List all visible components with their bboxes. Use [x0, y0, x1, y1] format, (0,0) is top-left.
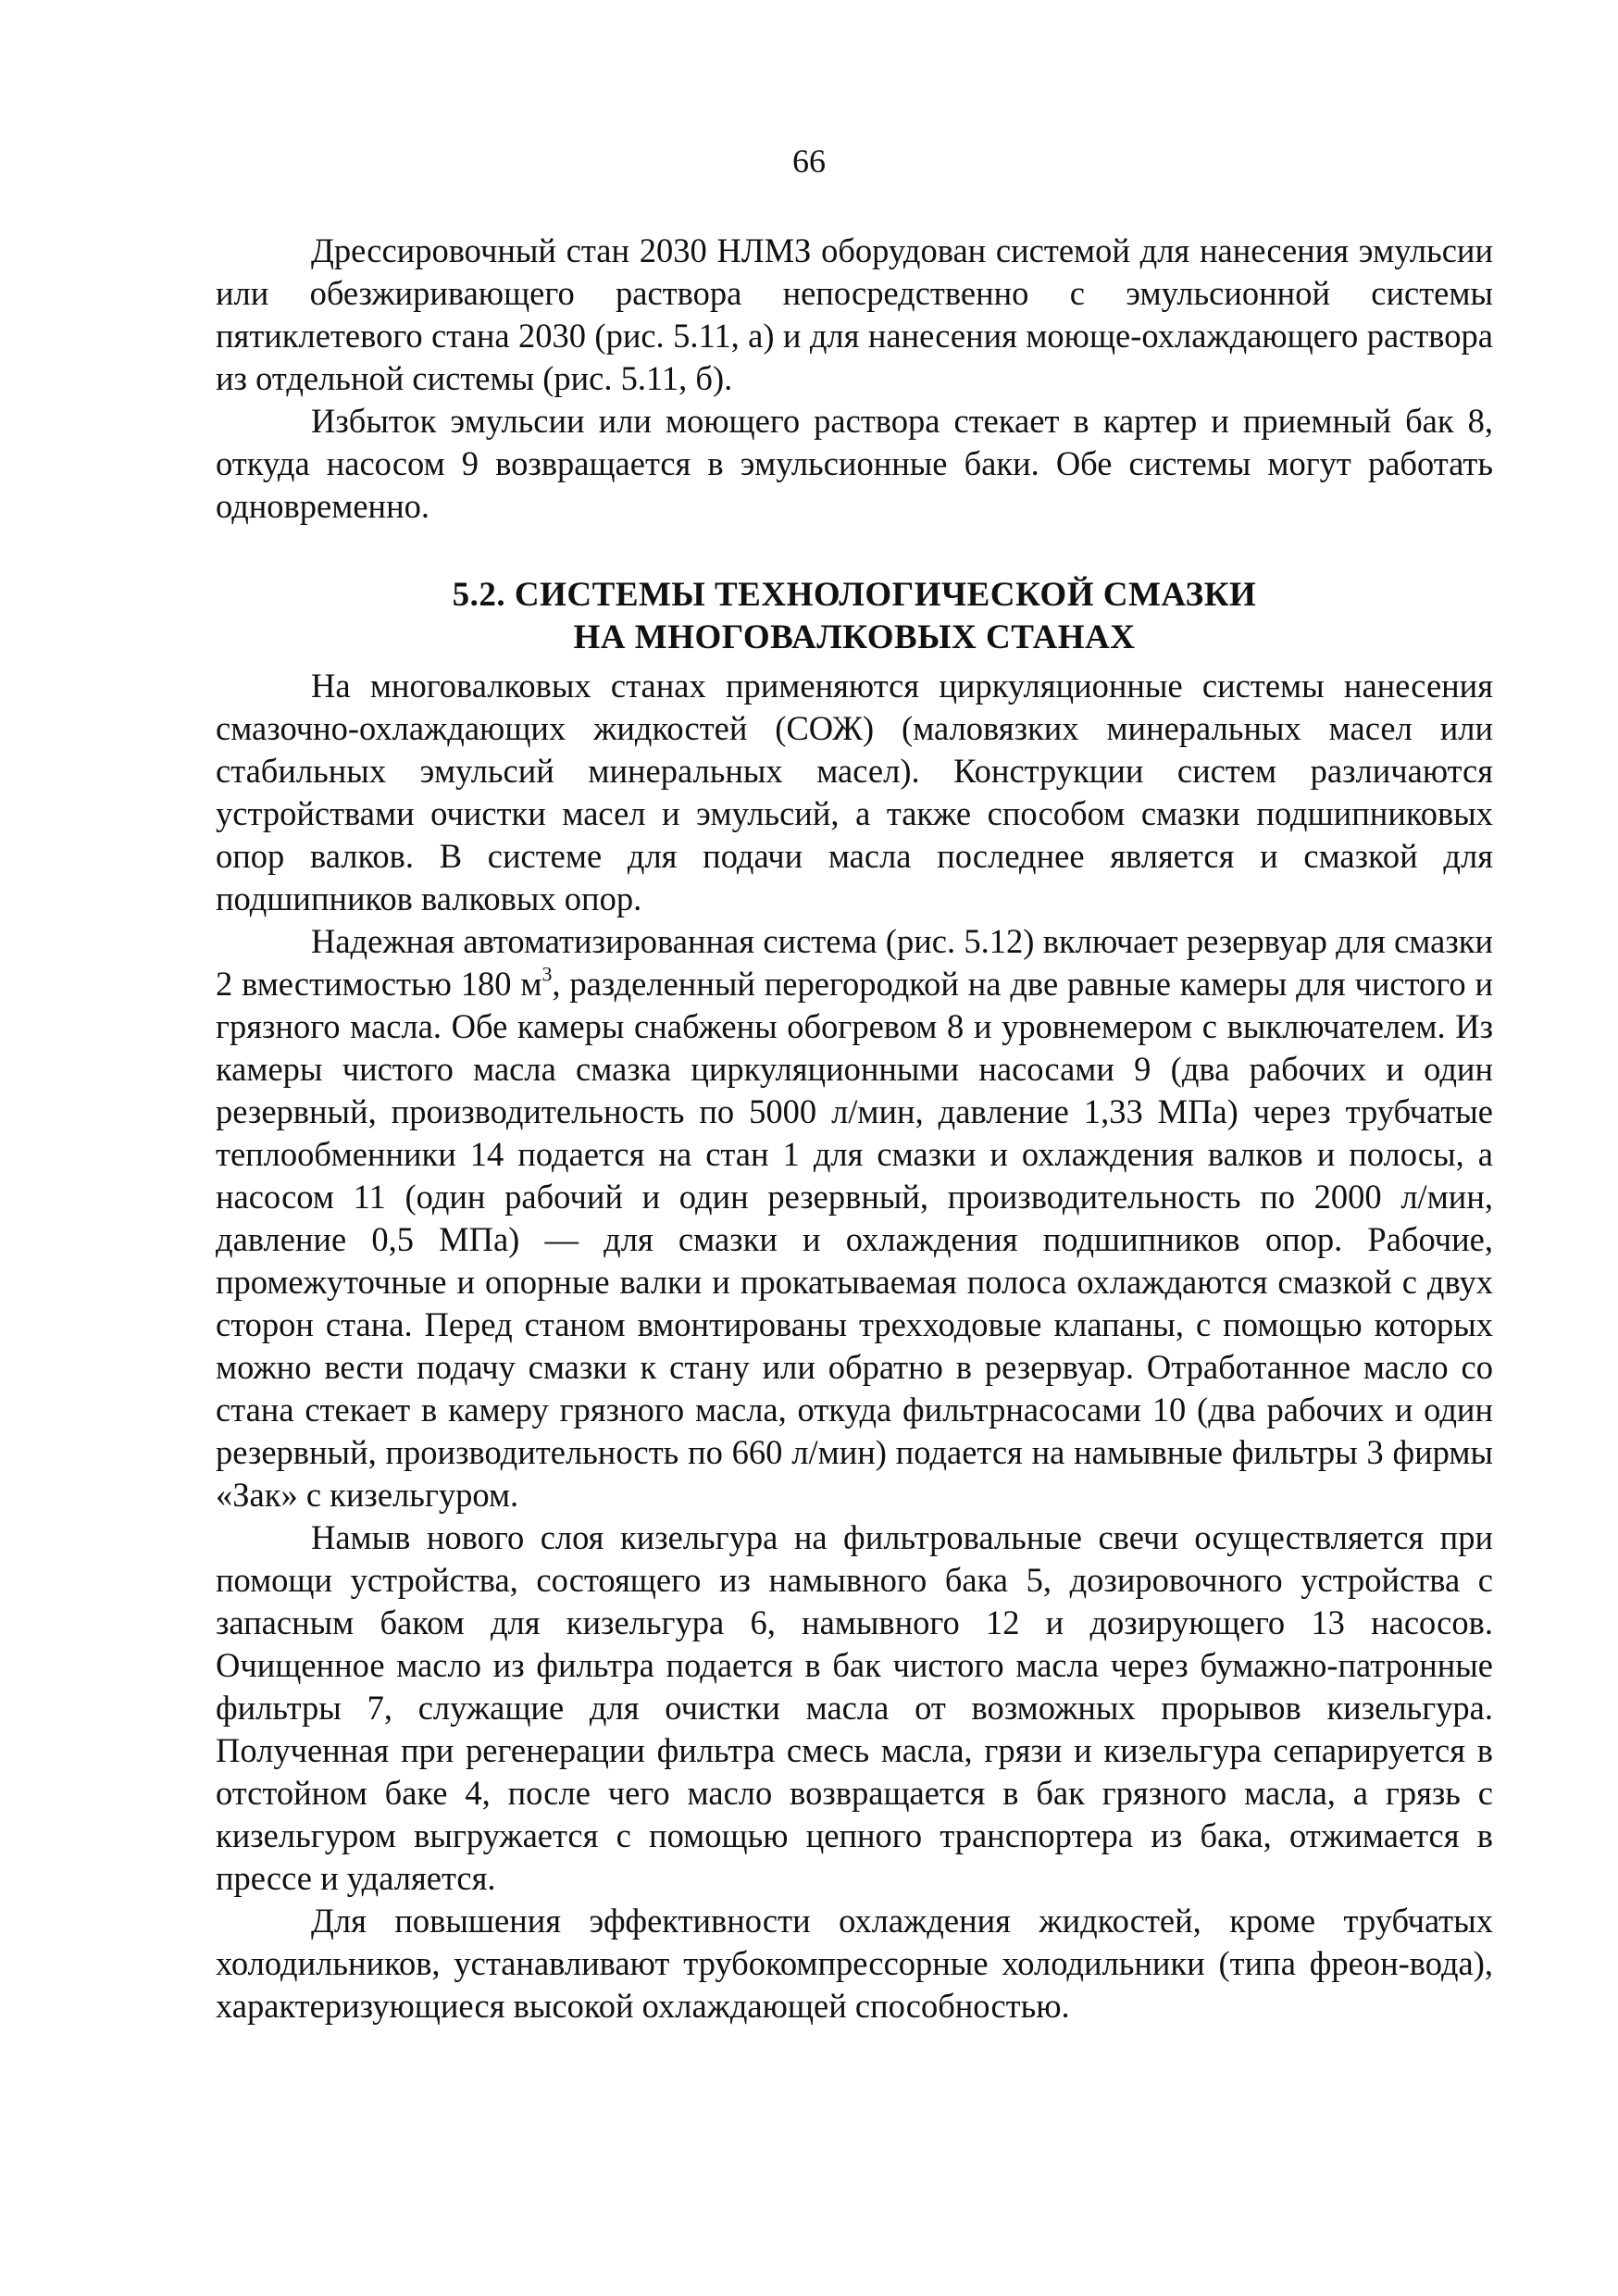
section-heading-line-1: 5.2. СИСТЕМЫ ТЕХНОЛОГИЧЕСКОЙ СМАЗКИ: [452, 576, 1257, 614]
intro-paragraph-1: Дрессировочный стан 2030 НЛМЗ оборудован системой для нанесения эмульсии или обезжиривающего раствора непосредственно с эмульсионной системы пятиклетевого стана 2030 (рис. 5.11, а) и для нанесения моюще-охлаждающего раствора из отдельной системы (рис. 5.11, б).: [216, 231, 1493, 397]
page-content: [216, 230, 1493, 2028]
section-paragraph-2: [216, 920, 1493, 1516]
section-heading-line-2: НА МНОГОВАЛКОВЫХ СТАНАХ: [573, 618, 1136, 656]
paragraph-2-text-start: Надежная автоматизированная система (рис. 5.12) включает резервуар для смазки 2 вместимостью 180 м: [216, 922, 1493, 1003]
paragraph-2-text-end: , разделенный перегородкой на две равные камеры для чистого и грязного масла. Обе камеры снабжены обогревом 8 и уровнемером с выключателем. Из камеры чистого масла смазка циркуляционными насосами 9 (два рабочих и один резервный, производительность по 5000 л/мин, давление 1,33 МПа) через трубчатые теплообменники 14 подается на стан 1 для смазки и охлаждения валков и полосы, а насосом 11 (один рабочий и один резервный, производительность по 2000 л/мин, давление 0,5 МПа) — для смазки и охлаждения подшипников опор. Рабочие, промежуточные и опорные валки и прокатываемая полоса охлаждаются смазкой с двух сторон стана. Перед станом вмонтированы трехходовые клапаны, с помощью которых можно вести подачу смазки к стану или обратно в резервуар. Отработанное масло со стана стекает в камеру грязного масла, откуда фильтрнасосами 10 (два рабочих и один резервный, производительность по 660 л/мин) подается на намывные фильтры 3 фирмы «Зак» с кизельгуром.: [216, 965, 1493, 1514]
volume-unit-superscript: 3: [541, 962, 553, 986]
section-heading: [216, 574, 1493, 659]
section-paragraph-4: Для повышения эффективности охлаждения жидкостей, кроме трубчатых холодильников, устанавливают трубокомпрессорные холодильники (типа фреон-вода), характеризующиеся высокой охлаждающей способностью.: [216, 1902, 1493, 2025]
section-paragraph-1: На многовалковых станах применяются циркуляционные системы нанесения смазочно-охлаждающих жидкостей (СОЖ) (маловязких минеральных масел или стабильных эмульсий минеральных масел). Конструкции систем различаются устройствами очистки масел и эмульсий, а также способом смазки подшипниковых опор валков. В системе для подачи масла последнее является и смазкой для подшипников валковых опор.: [216, 667, 1493, 917]
page-number: 66: [792, 143, 826, 180]
intro-paragraph-2: Избыток эмульсии или моющего раствора стекает в картер и приемный бак 8, откуда насосом 9 возвращается в эмульсионные баки. Обе системы могут работать одновременно.: [216, 402, 1493, 525]
section-paragraph-3: Намыв нового слоя кизельгура на фильтровальные свечи осуществляется при помощи устройства, состоящего из намывного бака 5, дозировочного устройства с запасным баком для кизельгура 6, намывного 12 и дозирующего 13 насосов. Очищенное масло из фильтра подается в бак чистого масла через бумажно-патронные фильтры 7, служащие для очистки масла от возможных прорывов кизельгура. Полученная при регенерации фильтра смесь масла, грязи и кизельгура сепарируется в отстойном баке 4, после чего масло возвращается в бак грязного масла, а грязь с кизельгуром выгружается с помощью цепного транспортера из бака, отжимается в прессе и удаляется.: [216, 1518, 1493, 1897]
